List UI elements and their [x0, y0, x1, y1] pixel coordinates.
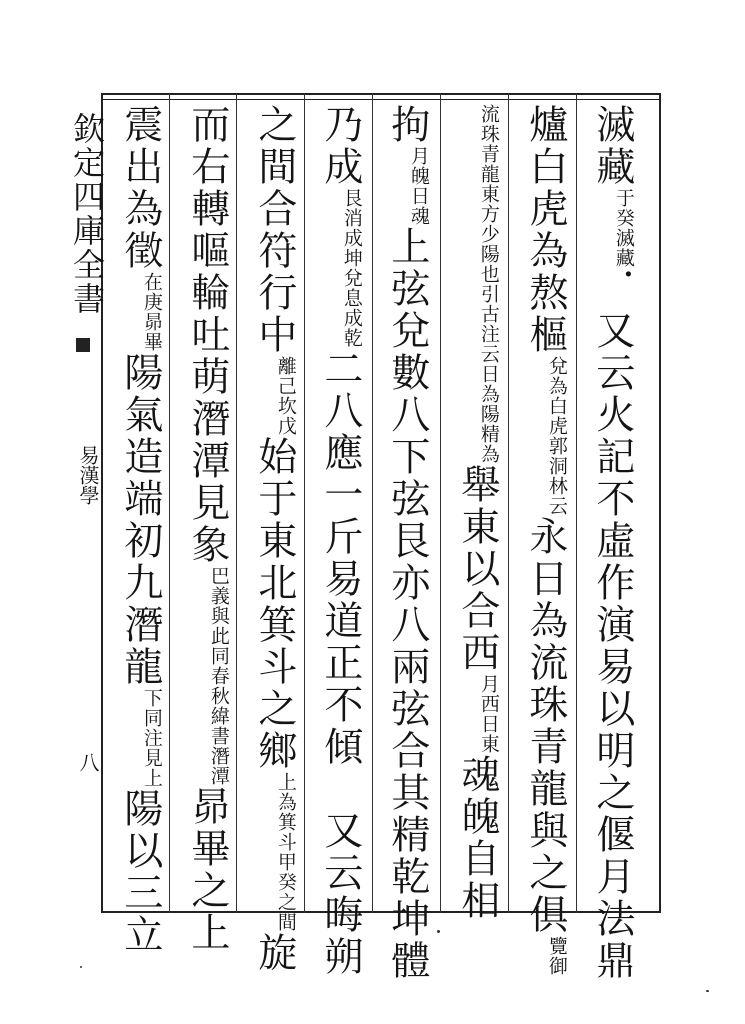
annotation-line: 于癸: [612, 188, 635, 228]
annotation-line: 日東: [477, 714, 500, 754]
annotation-note: [408, 146, 428, 226]
annotation-note: [546, 936, 566, 976]
main-text: 之間合符行中: [251, 104, 297, 356]
annotation-line: 滅藏: [612, 228, 635, 268]
book-title: 易漢學: [76, 445, 100, 505]
binding-marker: [76, 338, 90, 352]
annotation-line: 下同: [140, 688, 163, 728]
column-rule: [169, 93, 170, 913]
ink-speck: [80, 966, 82, 968]
annotation-line: 覽: [545, 936, 568, 956]
column-rule: [372, 93, 373, 913]
main-text: 旋: [251, 932, 297, 974]
annotation-line: 注見上: [140, 728, 163, 788]
annotation-note: [141, 688, 161, 788]
main-text: 陽以三立: [117, 788, 163, 956]
ink-speck: [706, 990, 709, 992]
main-text: 拘: [384, 104, 430, 146]
annotation-line: 兌息成乾: [340, 268, 363, 348]
annotation-note: [275, 356, 295, 436]
column-rule: [304, 93, 305, 913]
main-text: 昴畢之上: [184, 786, 230, 954]
annotation-line: 月西: [477, 674, 500, 714]
annotation-line: 巴義與此同: [207, 566, 230, 666]
annotation-line: 在庚: [140, 272, 163, 312]
main-text: 舉東以合西: [454, 464, 500, 674]
annotation-line: 上為箕斗: [274, 772, 297, 852]
annotation-line: 甲癸之間: [274, 852, 297, 932]
text-column: [252, 104, 295, 974]
text-column: [455, 104, 498, 922]
main-text: 上弦兌數八下弦艮亦八兩弦合其精乾坤體: [384, 226, 430, 982]
annotation-line: 艮消成坤: [340, 188, 363, 268]
main-text: 震出為徵: [117, 104, 163, 272]
text-column: [318, 104, 361, 978]
annotation-line: 坎戊: [274, 396, 297, 436]
text-column: [590, 104, 633, 982]
annotation-note: [341, 188, 361, 348]
annotation-line: 流珠青龍東方少陽也: [477, 104, 500, 284]
main-text: ．又云火記不虛作演易以明之偃月法鼎: [589, 268, 635, 982]
main-text: 始于東北箕斗之鄉: [251, 436, 297, 772]
annotation-line: 昴畢: [140, 312, 163, 352]
text-column: [385, 104, 428, 982]
page-number: 八: [76, 752, 100, 772]
annotation-note: [478, 674, 498, 754]
annotation-line: 離己: [274, 356, 297, 396]
annotation-line: 引古注云日為陽精為: [477, 284, 500, 464]
column-rule: [508, 93, 509, 913]
column-rule: [440, 93, 441, 913]
main-text: 爐白虎為熬樞: [522, 104, 568, 356]
main-text: 滅藏: [589, 104, 635, 188]
annotation-note: [208, 566, 228, 786]
main-text: 陽氣造端初九潛龍: [117, 352, 163, 688]
ink-speck: [437, 930, 440, 933]
annotation-line: 日魂: [407, 186, 430, 226]
annotation-line: 春秋緯書潛潭: [207, 666, 230, 786]
main-text: 二八應一斤易道正不傾 又云晦朔: [317, 348, 363, 978]
annotation-line: 郭洞林云: [545, 436, 568, 516]
annotation-line: 月魄: [407, 146, 430, 186]
edition-title: 欽定四庫全書: [68, 112, 106, 316]
text-column: [185, 104, 228, 954]
main-text: 魂魄自相: [454, 754, 500, 922]
annotation-note: [141, 272, 161, 352]
column-rule: [236, 93, 237, 913]
main-text: 而右轉嘔輪吐萌潛潭見象: [184, 104, 230, 566]
annotation-note: [546, 356, 566, 516]
text-column: [523, 104, 566, 976]
main-text: 永日為流珠青龍與之俱: [522, 516, 568, 936]
page-border-inner-line: [101, 99, 661, 100]
text-column: [118, 104, 161, 956]
annotation-note: [275, 772, 295, 932]
main-text: 乃成: [317, 104, 363, 188]
annotation-line: 兌為白虎: [545, 356, 568, 436]
annotation-line: 御: [545, 956, 568, 976]
column-rule: [576, 93, 577, 913]
annotation-note: [613, 188, 633, 268]
annotation-note: [478, 104, 498, 464]
